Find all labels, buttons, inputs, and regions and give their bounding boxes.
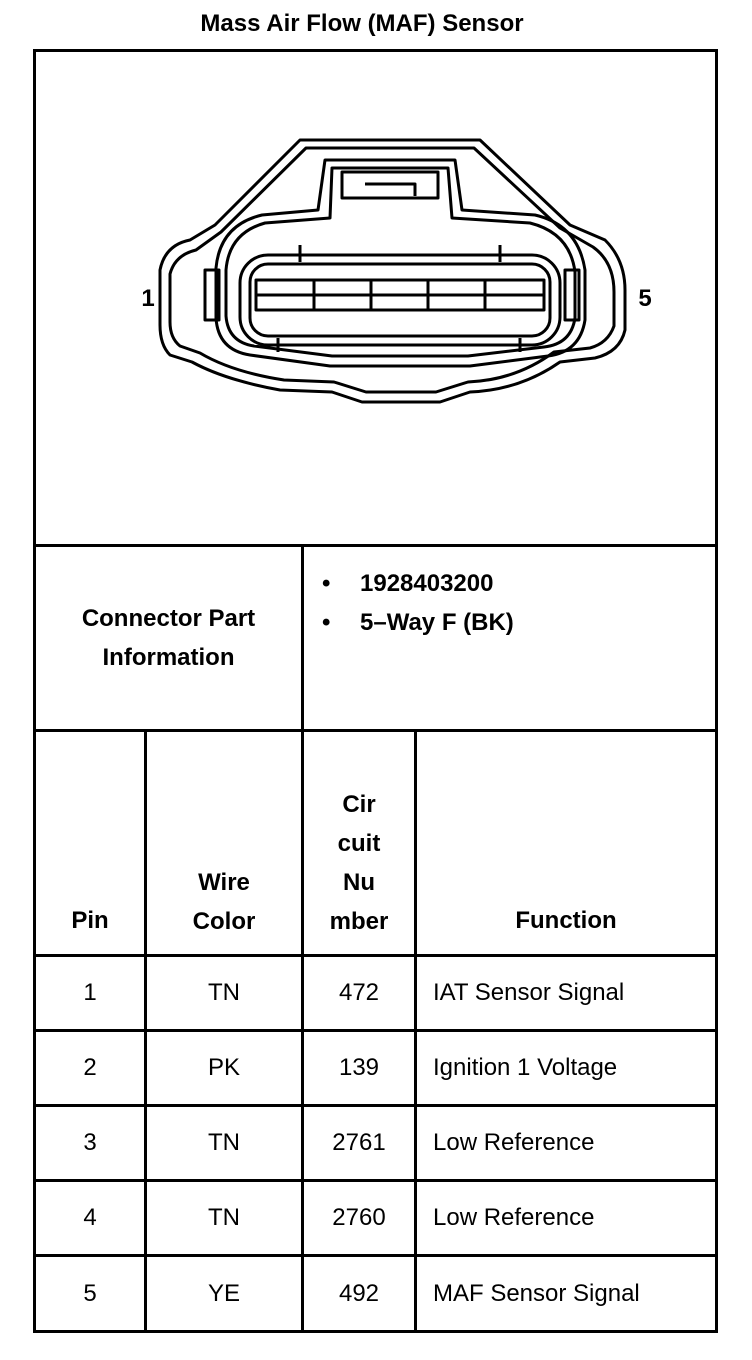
header-wire-color-line: Wire	[198, 869, 250, 896]
cell-circuit: 492	[338, 1279, 380, 1307]
part-info-label-line2: Information	[102, 644, 235, 671]
list-item	[322, 564, 514, 603]
cell-circuit: 139	[338, 1054, 380, 1081]
page-title: Mass Air Flow (MAF) Sensor	[200, 10, 524, 37]
header-wire-color-line: Color	[192, 908, 256, 935]
cell-pin: 1	[83, 979, 97, 1006]
header-circuit-line: Nu	[343, 869, 375, 896]
header-wire-color	[147, 863, 301, 941]
bullet-icon: •	[322, 569, 331, 597]
part-info-label-line1: Connector Part	[81, 605, 256, 632]
cell-function: IAT Sensor Signal	[433, 979, 625, 1006]
cell-wire-color: PK	[207, 1054, 240, 1081]
cell-wire-color: TN	[208, 1129, 240, 1156]
header-function: Function	[515, 907, 617, 934]
connector-type: 5–Way F (BK)	[360, 608, 514, 636]
cell-circuit: 2760	[332, 1204, 386, 1231]
cell-wire-color: TN	[208, 1204, 240, 1231]
pin-label-left: 1	[141, 285, 155, 312]
connector-diagram	[36, 52, 715, 544]
header-circuit-number	[304, 785, 414, 941]
cell-function: Low Reference	[433, 1129, 595, 1156]
cell-wire-color: YE	[207, 1279, 240, 1307]
cell-pin: 5	[83, 1279, 97, 1307]
cell-pin: 4	[83, 1204, 97, 1231]
divider	[33, 729, 718, 732]
cell-circuit: 472	[338, 979, 380, 1006]
header-circuit-line: Cir	[342, 791, 376, 818]
header-pin: Pin	[71, 907, 109, 934]
header-circuit-line: mber	[329, 908, 389, 935]
list-item	[322, 603, 514, 642]
part-info-list	[322, 564, 514, 642]
part-number: 1928403200	[360, 569, 494, 597]
cell-pin: 2	[83, 1054, 97, 1081]
cell-pin: 3	[83, 1129, 97, 1156]
bullet-icon: •	[322, 608, 331, 636]
pin-label-right: 5	[638, 285, 652, 312]
part-info-label	[36, 547, 301, 729]
cell-circuit: 2761	[332, 1129, 386, 1156]
cell-wire-color: TN	[208, 979, 240, 1006]
cell-function: Low Reference	[433, 1204, 595, 1231]
header-circuit-line: cuit	[337, 830, 381, 857]
cell-function: MAF Sensor Signal	[433, 1279, 640, 1307]
cell-function: Ignition 1 Voltage	[433, 1054, 618, 1081]
